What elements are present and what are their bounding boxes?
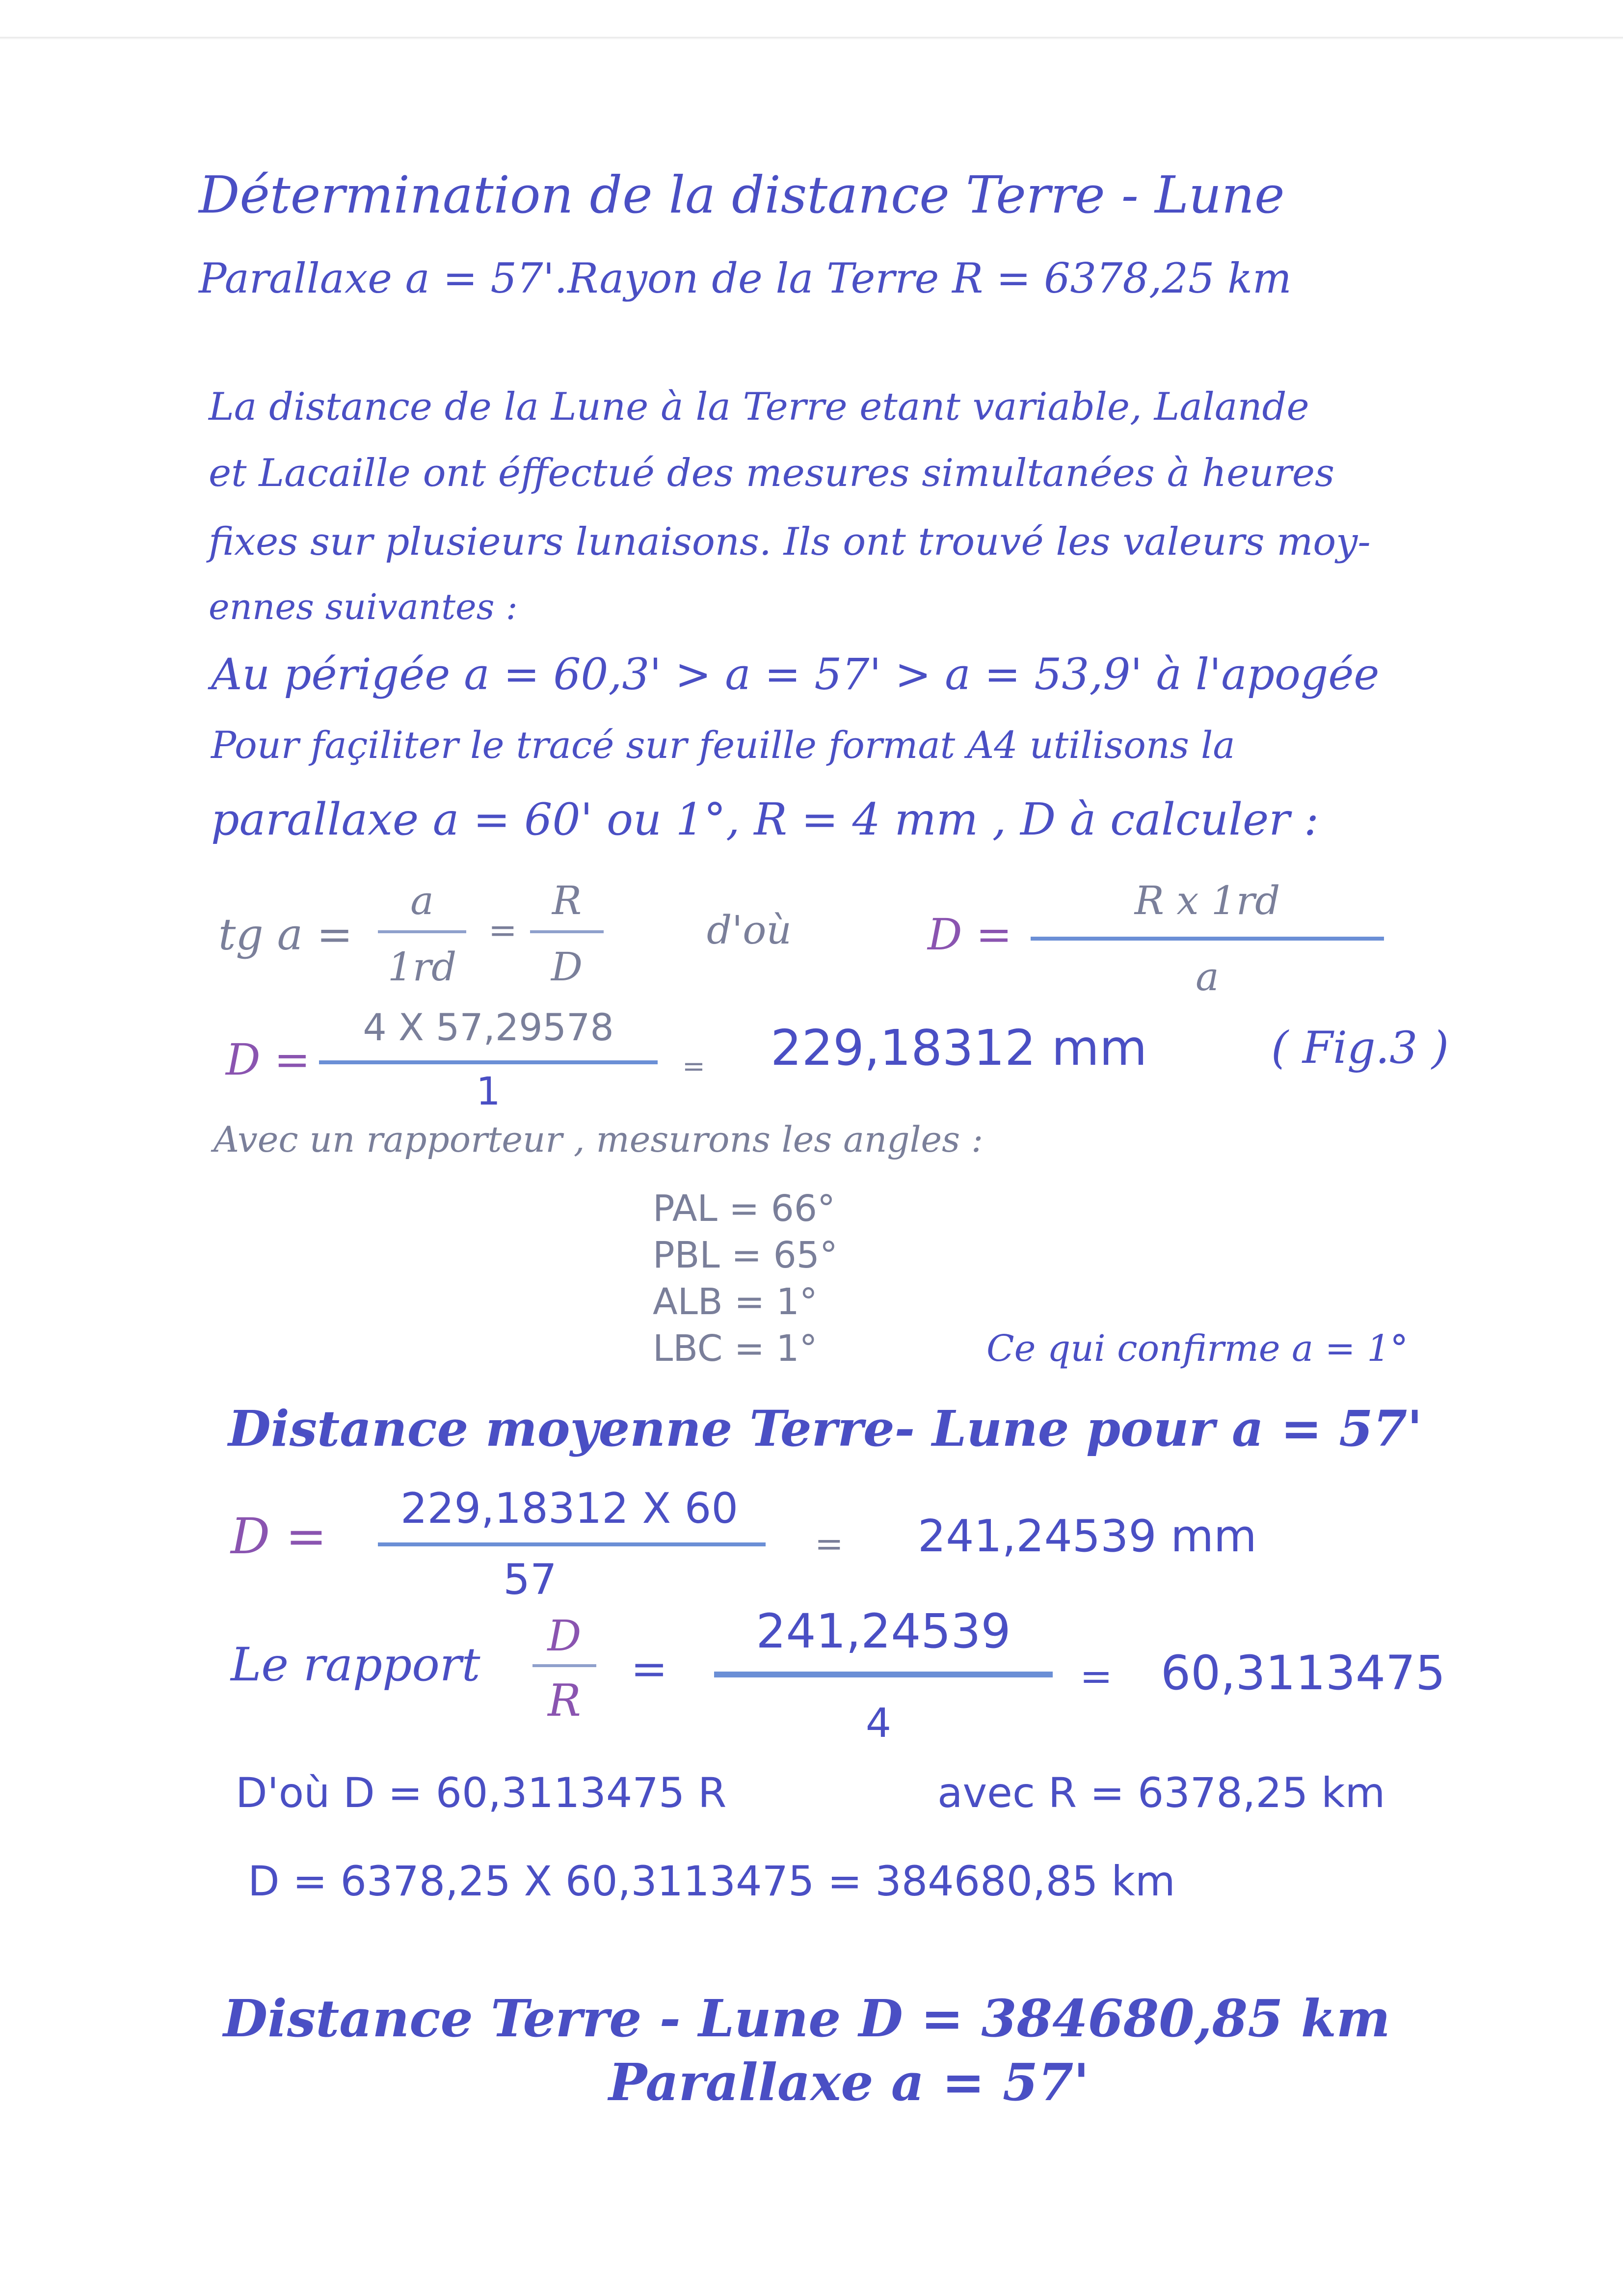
calc2-numerator: 229,18312 X 60 (400, 1484, 739, 1533)
frac1-numerator: a (410, 878, 434, 923)
dou-r-line: avec R = 6378,25 km (937, 1769, 1385, 1817)
ratio-equals-1: = (631, 1643, 668, 1695)
frac1-bar (378, 930, 466, 933)
ratio-label: Le rapport (231, 1638, 480, 1692)
calc1-equals: = (682, 1051, 705, 1082)
intro-line-1: La distance de la Lune à la Terre etant variable, Lalande (209, 385, 1309, 429)
ratio-equals-2: = (1080, 1653, 1113, 1699)
frac2-denominator: D (551, 944, 583, 990)
final-parallax: Parallaxe a = 57' (609, 2052, 1090, 2112)
angle-alb: ALB = 1° (653, 1281, 818, 1323)
calc2-result: 241,24539 mm (918, 1511, 1257, 1562)
intro-line-4: ennes suivantes : (209, 586, 518, 627)
angle-pal: PAL = 66° (653, 1188, 835, 1230)
frac2-bar (530, 930, 604, 933)
ratio-d: D (547, 1612, 582, 1661)
page-subtitle: Parallaxe a = 57'.Rayon de la Terre R = 6378,25 km (199, 254, 1292, 302)
calc1-numerator: 4 X 57,29578 (363, 1005, 614, 1049)
tg-a-label: tg a = (218, 909, 353, 960)
ratio-result: 60,3113475 (1161, 1646, 1446, 1701)
frac1-denominator: 1rd (387, 944, 457, 990)
calc1-result: 229,18312 mm (771, 1019, 1147, 1077)
frac3-bar (1031, 937, 1384, 941)
page-edge (0, 37, 1623, 40)
ratio-r: R (548, 1675, 581, 1727)
frac2-numerator: R (552, 878, 582, 923)
page-title: Détermination de la distance Terre - Lune (199, 165, 1285, 225)
a4-line-1: Pour façiliter le tracé sur feuille format A4 utilisons la (211, 723, 1235, 767)
mean-distance-title: Distance moyenne Terre- Lune pour a = 57' (228, 1400, 1422, 1458)
formula-d-equals: D = (928, 909, 1012, 960)
ratio-denominator: 4 (865, 1700, 892, 1747)
a4-line-2: parallaxe a = 60' ou 1°, R = 4 mm , D à calculer : (211, 794, 1319, 845)
calc1-denominator: 1 (476, 1070, 501, 1114)
dou-d-line: D'où D = 60,3113475 R (236, 1769, 727, 1817)
ratio-bar (714, 1672, 1053, 1677)
frac3-numerator: R x 1rd (1134, 878, 1280, 923)
calc2-bar (378, 1542, 766, 1546)
calc2-denominator: 57 (503, 1555, 557, 1604)
intro-line-2: et Lacaille ont éffectué des mesures simultanées à heures (209, 451, 1335, 495)
perigee-line: Au périgée a = 60,3' > a = 57' > a = 53,9' à l'apogée (211, 649, 1380, 700)
final-calculation: D = 6378,25 X 60,3113475 = 384680,85 km (248, 1857, 1175, 1905)
frac-equals: = (488, 910, 517, 950)
frac3-denominator: a (1196, 954, 1219, 999)
angle-pbl: PBL = 65° (653, 1234, 838, 1276)
ratio-bar-dr (532, 1664, 596, 1667)
final-distance: Distance Terre - Lune D = 384680,85 km (223, 1988, 1390, 2049)
dou-label: d'où (707, 907, 792, 953)
calc2-equals: = (815, 1524, 844, 1564)
figure-reference: ( Fig.3 ) (1271, 1022, 1449, 1074)
confirm-line: Ce qui confirme a = 1° (986, 1327, 1409, 1370)
intro-line-3: fixes sur plusieurs lunaisons. Ils ont trouvé les valeurs moy- (209, 520, 1371, 564)
angle-lbc: LBC = 1° (653, 1327, 818, 1370)
calc1-d-equals: D = (226, 1034, 311, 1085)
calc1-bar (319, 1060, 658, 1064)
calc2-d-equals: D = (231, 1508, 327, 1565)
ratio-numerator: 241,24539 (756, 1604, 1011, 1659)
protractor-line: Avec un rapporteur , mesurons les angles : (213, 1119, 984, 1160)
